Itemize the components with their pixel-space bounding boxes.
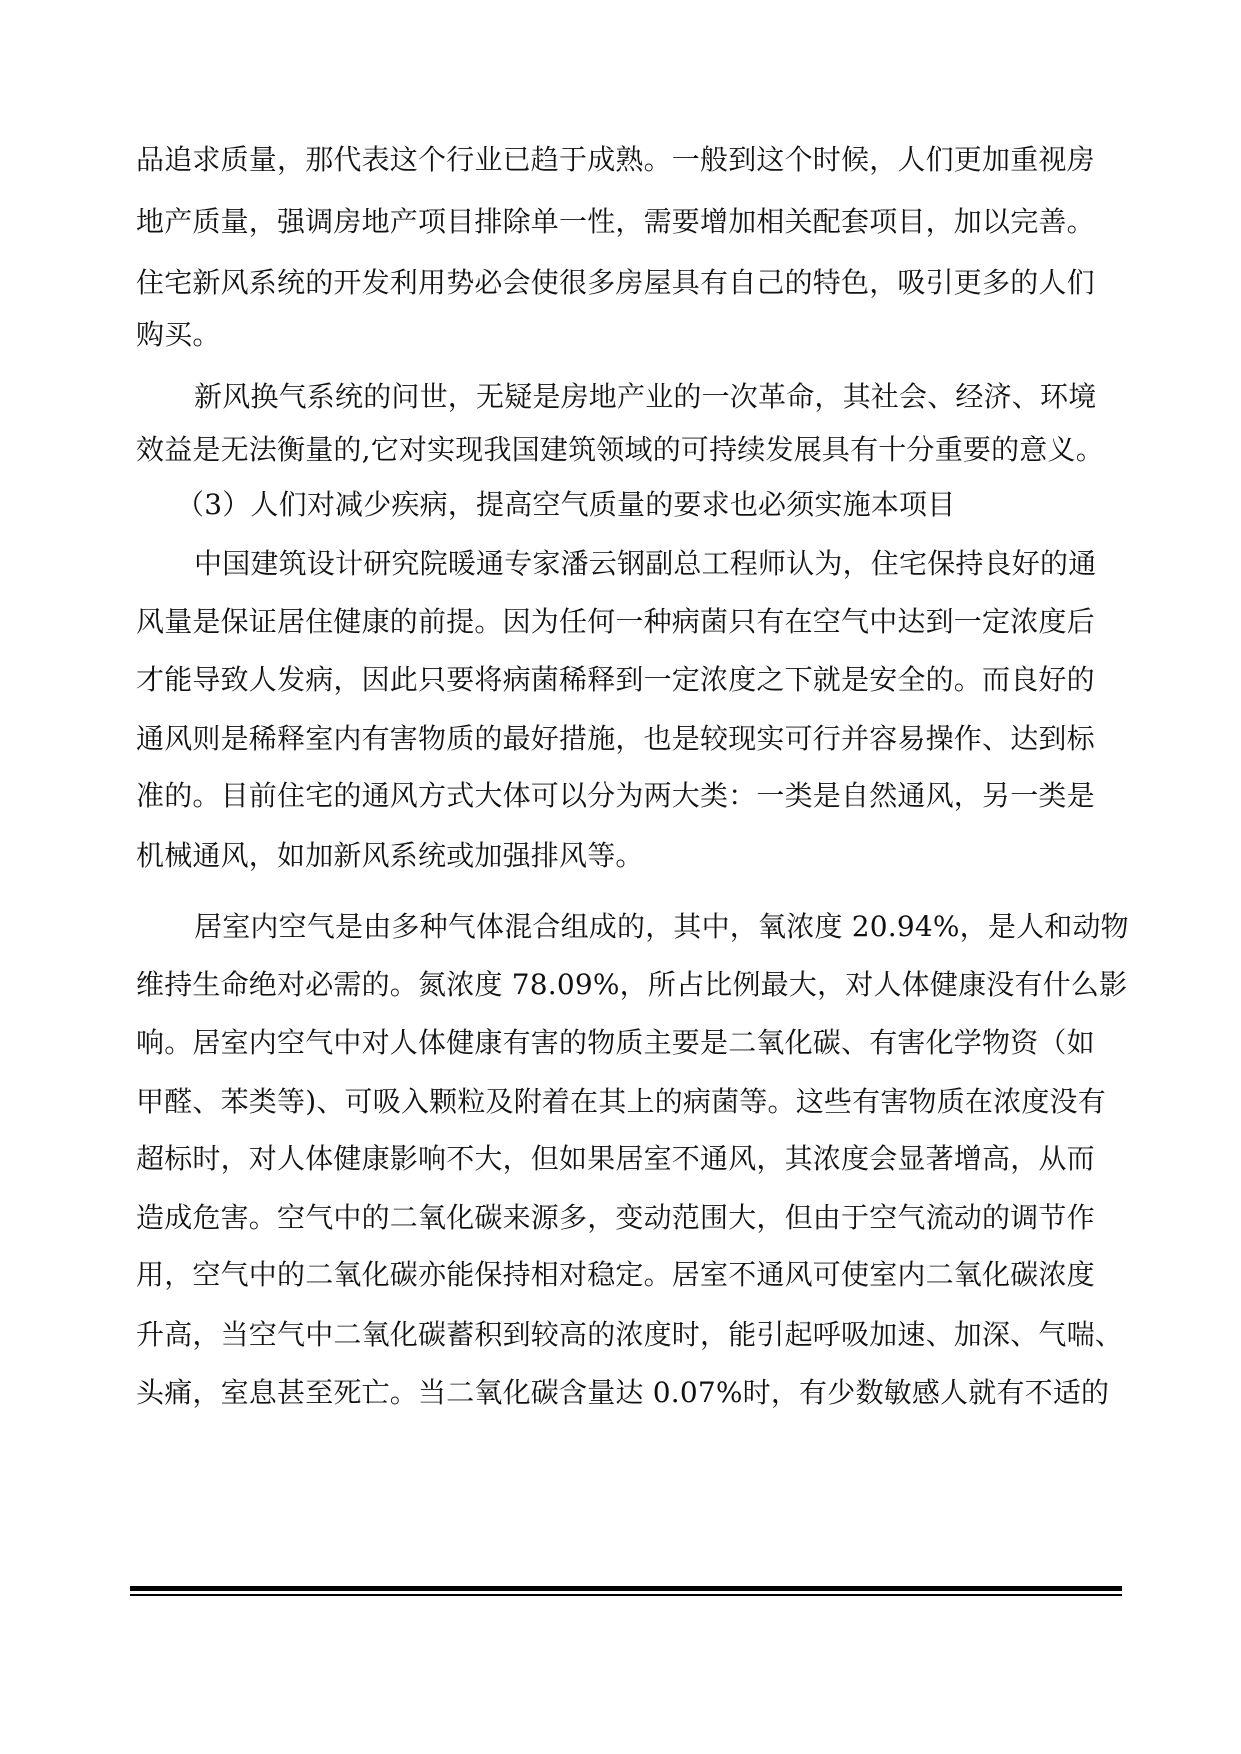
footer-rule-thick: [130, 1586, 1122, 1591]
text-line: 购买。: [136, 318, 221, 351]
text-line: 通风则是稀释室内有害物质的最好措施，也是较现实可行并容易操作、达到标: [136, 722, 1095, 755]
text-line: 中国建筑设计研究院暖通专家潘云钢副总工程师认为，住宅保持良好的通: [194, 547, 1097, 580]
text-line: 甲醛、苯类等)、可吸入颗粒及附着在其上的病菌等。这些有害物质在浓度没有: [136, 1085, 1106, 1118]
text-line: 准的。目前住宅的通风方式大体可以分为两大类：一类是自然通风，另一类是: [136, 779, 1095, 812]
text-line: 风量是保证居住健康的前提。因为任何一种病菌只有在空气中达到一定浓度后: [136, 605, 1095, 638]
text-line: 造成危害。空气中的二氧化碳来源多，变动范围大，但由于空气流动的调节作: [136, 1201, 1095, 1234]
text-line: 品追求质量，那代表这个行业已趋于成熟。一般到这个时候，人们更加重视房: [136, 143, 1095, 176]
text-line: 响。居室内空气中对人体健康有害的物质主要是二氧化碳、有害化学物资（如: [136, 1026, 1095, 1059]
text-line: 机械通风，如加新风系统或加强排风等。: [136, 839, 644, 872]
text-line: [136, 1421, 1118, 1481]
text-line: 居室内空气是由多种气体混合组成的，其中，氧浓度 20.94%，是人和动物: [194, 910, 1129, 943]
text-line: 新风换气系统的问世，无疑是房地产业的一次革命，其社会、经济、环境: [194, 380, 1097, 413]
text-line: 头痛，室息甚至死亡。当二氧化碳含量达 0.07%时，有少数敏感人就有不适的: [136, 1376, 1110, 1409]
text-line: 超标时，对人体健康影响不大，但如果居室不通风，其浓度会显著增高，从而: [136, 1142, 1095, 1175]
footer-rule: [130, 1586, 1122, 1598]
section-heading: （3）人们对减少疾病，提高空气质量的要求也必须实施本项目: [176, 488, 956, 521]
text-line: 住宅新风系统的开发利用势必会使很多房屋具有自己的特色，吸引更多的人们: [136, 266, 1095, 299]
text-line: 维持生命绝对必需的。氮浓度 78.09%，所占比例最大，对人体健康没有什么影: [136, 968, 1128, 1001]
text-line: 地产质量，强调房地产项目排除单一性，需要增加相关配套项目，加以完善。: [136, 205, 1095, 238]
text-line: 升高，当空气中二氧化碳蓄积到较高的浓度时，能引起呼吸加速、加深、气喘、: [136, 1318, 1124, 1351]
text-line: 用，空气中的二氧化碳亦能保持相对稳定。居室不通风可使室内二氧化碳浓度: [136, 1258, 1095, 1291]
text-line: 才能导致人发病，因此只要将病菌稀释到一定浓度之下就是安全的。而良好的: [136, 663, 1095, 696]
footer-rule-thin: [130, 1594, 1122, 1596]
text-line: 效益是无法衡量的,它对实现我国建筑领域的可持续发展具有十分重要的意义。: [136, 433, 1104, 466]
